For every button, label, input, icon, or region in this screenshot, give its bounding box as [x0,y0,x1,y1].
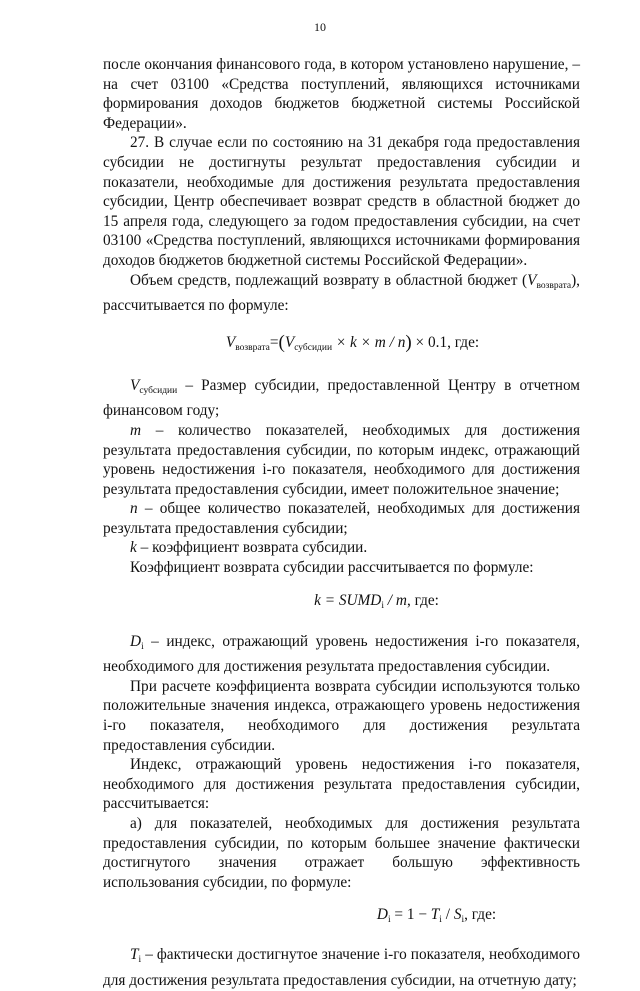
subscript-vozvrata: возврата [536,280,572,291]
page-number: 10 [314,20,326,34]
text-segment: Объем средств, подлежащий возврату в областной бюджет ( [130,271,528,289]
symbol-s: S [453,906,462,924]
where-label: , где: [406,591,439,609]
definition-v-subsidii [103,376,580,421]
where-label: , где: [464,906,497,924]
subscript-i: i [141,641,144,652]
formula-return-volume [103,332,580,359]
definition-text: – Размер субсидии, предоставленной Центру в отчетном финансовом году; [103,376,580,420]
symbol-v: V [284,333,295,351]
subscript-i: i [138,955,142,966]
symbol-n: n [130,500,138,518]
definition-d [103,632,580,677]
symbol-t: T [430,906,440,924]
paragraph-positive-values: При расчете коэффициента возврата субсидии используются только положительные значения индекса, отражающего уровень недостижения i-го показателя, необходимого для достижения результата предоставления субсидии. [103,677,580,754]
paragraph-coefficient: Коэффициент возврата субсидии рассчитывается по формуле: [130,559,534,577]
subscript-subsidii: субсидии [139,385,178,396]
definition-t [103,945,580,990]
definition-k [103,538,580,558]
open-paren: ( [278,331,285,353]
symbol-t: T [130,946,139,964]
definition-text: – коэффициент возврата субсидии. [136,539,368,557]
document-body [103,55,580,991]
symbol-v: V [527,271,537,289]
equals-sign: = [269,333,279,351]
paragraph-return-volume [103,271,580,316]
symbol-v: V [130,376,140,394]
symbol-k: k [314,591,321,609]
subscript-i: i [387,915,391,926]
definition-text: – количество показателей, необходимых для достижения результата предоставления субсидии, по которым индекс, отражающий уровень недостижения i-го показателя, необходимого для достижения результата предоставления субсидии, имеет положительное значение; [103,421,580,498]
formula-coefficient [103,590,580,617]
definition-m [103,421,580,499]
definition-text: – индекс, отражающий уровень недостижения i-го показателя, необходимого для достижения результата предоставления субсидии. [103,632,580,676]
symbol-d: D [376,906,388,924]
paragraph-index: Индекс, отражающий уровень недостижения i-го показателя, необходимого для достижения результата предоставления субсидии, рассчитывается: [103,756,580,813]
formula-index [103,904,580,931]
text-segment: ), рассчитывается по формуле: [103,271,580,315]
paragraph-a: а) для показателей, необходимых для достижения результата предоставления субсидии, по которым большее значение фактически достигнутого значения отражает большую эффективность использования субсидии, по формуле: [103,815,580,891]
subscript-i: i [461,915,465,926]
paragraph-continuation: после окончания финансового года, в котором установлено нарушение, – на счет 03100 «Средства поступлений, являющихся источниками формирования доходов бюджетов бюджетной системы Российской Федерации». [103,56,580,132]
subscript-i: i [439,915,442,926]
definition-n [103,499,580,538]
formula-term: × k × m / n [332,333,406,351]
subscript-i: i [381,600,384,611]
formula-term: = SUMD [320,591,382,609]
formula-term: / m [383,591,407,609]
symbol-m: m [130,421,142,439]
formula-term: = 1 − [390,906,431,924]
where-label: , где: [447,333,480,351]
formula-term: / [441,906,454,924]
definition-text: – общее количество показателей, необходимых для достижения результата предоставления субсидии; [103,500,580,537]
formula-term: × 0.1 [411,333,448,351]
symbol-d: D [130,632,142,650]
close-paren: ) [405,331,412,353]
definition-text: – фактически достигнутое значение i-го показателя, необходимого для достижения результата предоставления субсидии, на отчетную дату; [103,946,580,989]
paragraph-27: 27. В случае если по состоянию на 31 декабря года предоставления субсидии не достигнуты результат предоставления субсидии и показатели, необходимые для достижения результата предоставления субсидии, Центр обеспечивает возврат средств в областной бюджет до 15 апреля года, следующего за годом предоставления субсидии, на счет 03100 «Средства поступлений, являющихся источниками формирования доходов бюджетов бюджетной системы Российской Федерации». [103,134,580,269]
symbol-k: k [130,539,137,557]
symbol-v: V [225,333,236,351]
subscript-vozvrata: возврата [235,342,270,353]
subscript-subsidii: субсидии [294,342,333,353]
